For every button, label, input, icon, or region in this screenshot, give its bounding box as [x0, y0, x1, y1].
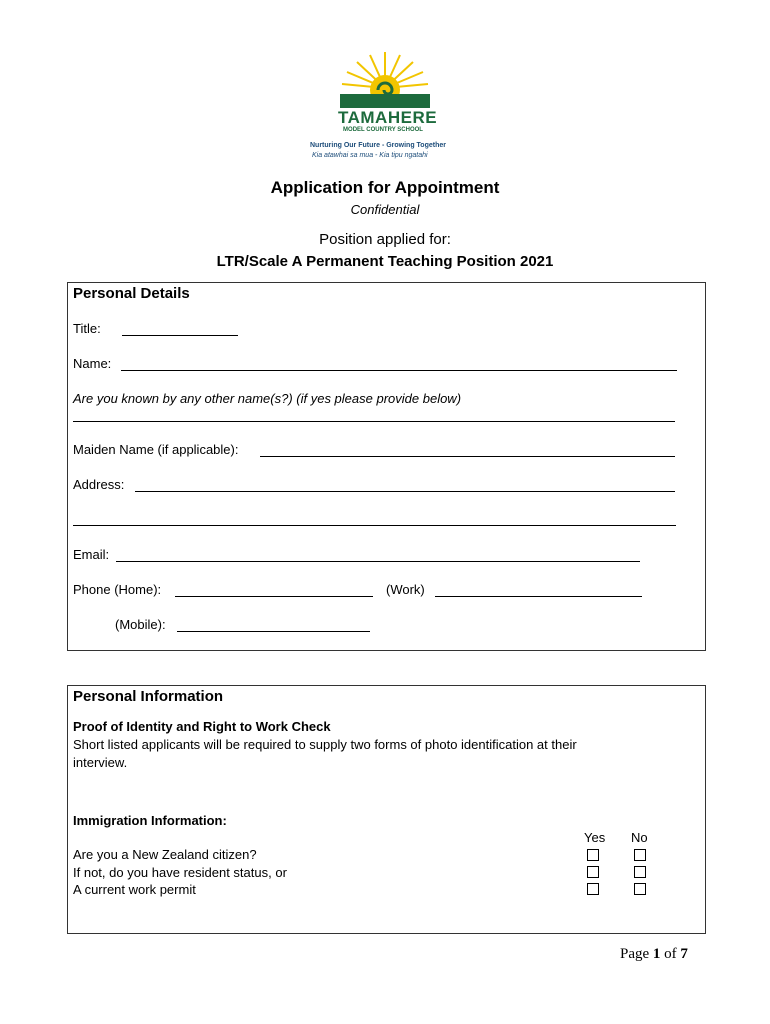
phone-mobile-field[interactable] [177, 631, 370, 632]
email-field[interactable] [116, 561, 640, 562]
personal-information-heading: Personal Information [73, 688, 224, 705]
question-work-permit: A current work permit [73, 882, 196, 897]
page-current: 1 [652, 946, 661, 962]
nz-citizen-yes-checkbox[interactable] [587, 849, 599, 861]
other-names-label: Are you known by any other name(s?) (if yes please provide below) [73, 391, 462, 406]
question-nz-citizen: Are you a New Zealand citizen? [73, 847, 257, 862]
proof-text-line-2: interview. [73, 755, 128, 770]
position-label: Position applied for: [319, 231, 451, 248]
no-column-label: No [631, 830, 648, 845]
other-names-field[interactable] [73, 421, 675, 422]
email-label: Email: [73, 547, 110, 562]
immigration-heading: Immigration Information: [73, 813, 227, 828]
phone-home-field[interactable] [175, 596, 373, 597]
maiden-name-field[interactable] [260, 456, 675, 457]
resident-status-yes-checkbox[interactable] [587, 866, 599, 878]
phone-work-label: (Work) [386, 582, 425, 597]
logo-name: TAMAHERE [338, 108, 438, 127]
name-field[interactable] [121, 370, 677, 371]
page-title: Application for Appointment [270, 178, 500, 197]
proof-text-line-1: Short listed applicants will be required to supply two forms of photo identification at their [73, 737, 577, 752]
confidential-label: Confidential [350, 202, 420, 217]
maiden-name-label: Maiden Name (if applicable): [73, 442, 239, 457]
title-label: Title: [73, 321, 101, 336]
phone-home-label: Phone (Home): [73, 582, 162, 597]
proof-heading: Proof of Identity and Right to Work Check [73, 719, 331, 734]
resident-status-no-checkbox[interactable] [634, 866, 646, 878]
title-field[interactable] [122, 335, 238, 336]
nz-citizen-no-checkbox[interactable] [634, 849, 646, 861]
yes-column-label: Yes [584, 830, 606, 845]
phone-work-field[interactable] [435, 596, 642, 597]
school-logo [300, 50, 470, 168]
page-word: Page [620, 946, 650, 962]
address-field-1[interactable] [135, 491, 675, 492]
name-label: Name: [73, 356, 112, 371]
page-total: 7 [680, 946, 688, 962]
personal-details-heading: Personal Details [73, 285, 190, 302]
address-field-2[interactable] [73, 525, 676, 526]
phone-mobile-label: (Mobile): [115, 617, 166, 632]
position-title: LTR/Scale A Permanent Teaching Position 2021 [216, 253, 554, 270]
of-word: of [664, 946, 677, 962]
logo-subname: MODEL COUNTRY SCHOOL [343, 127, 423, 133]
logo-tagline-maori: Kia atawhai sa mua - Kia tipu ngatahi [312, 152, 428, 159]
address-label: Address: [73, 477, 125, 492]
page-number [620, 946, 688, 963]
logo-tagline: Nurturing Our Future - Growing Together [310, 142, 446, 149]
work-permit-no-checkbox[interactable] [634, 883, 646, 895]
question-resident-status: If not, do you have resident status, or [73, 865, 287, 880]
work-permit-yes-checkbox[interactable] [587, 883, 599, 895]
